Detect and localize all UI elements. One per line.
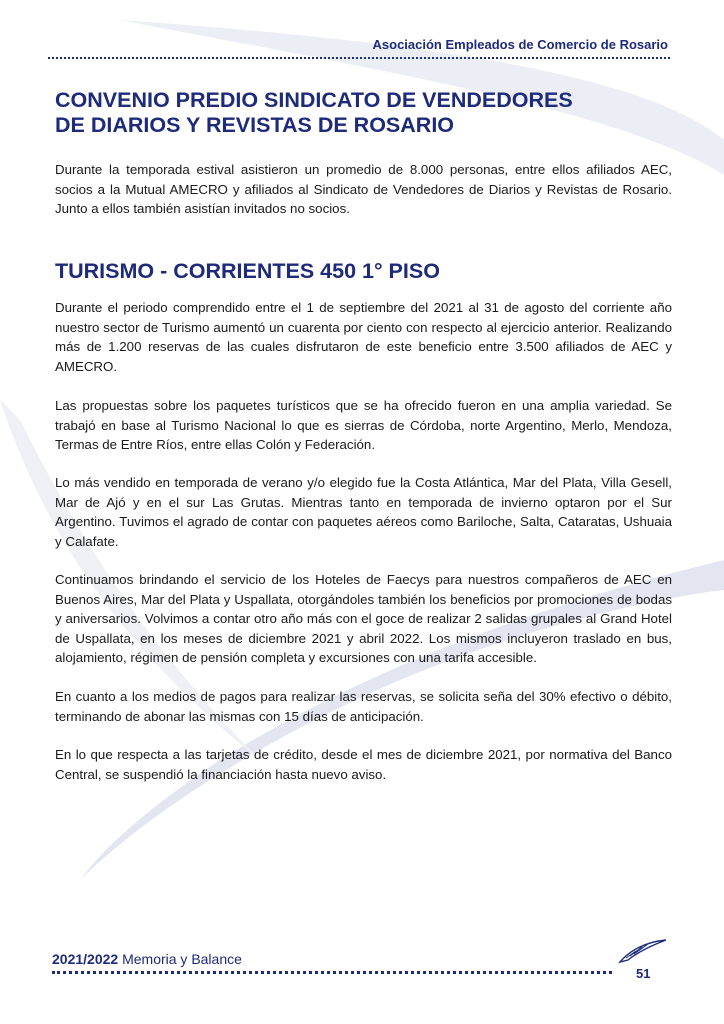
turismo-paragraph: En cuanto a los medios de pagos para realizar las reservas, se solicita seña del 30% efectivo o débito, terminando de abonar las mismas con 15 días de anticipación.	[55, 689, 672, 724]
section-title-convenio-line1: CONVENIO PREDIO SINDICATO DE VENDEDORES	[55, 88, 573, 112]
header-organization: Asociación Empleados de Comercio de Rosario	[372, 37, 668, 52]
turismo-paragraph: En lo que respecta a las tarjetas de crédito, desde el mes de diciembre 2021, por normativa del Banco Central, se suspendió la financiación hasta nuevo aviso.	[55, 747, 672, 782]
turismo-paragraph-1-block	[55, 298, 672, 376]
convenio-paragraph: Durante la temporada estival asistieron un promedio de 8.000 personas, entre ellos afiliados AEC, socios a la Mutual AMECRO y afiliados al Sindicato de Vendedores de Diarios y Revistas de Rosario. Junto a ellos también asistían invitados no socios.	[55, 162, 672, 216]
turismo-paragraph: Durante el periodo comprendido entre el 1 de septiembre del 2021 al 31 de agosto del corriente año nuestro sector de Turismo aumentó un cuarenta por ciento con respecto al ejercicio anterior. Realizando más de 1.200 reservas de las cuales disfrutaron de este beneficio entre 3.500 afiliados de AEC y AMECRO.	[55, 300, 672, 374]
footer-divider	[52, 971, 612, 974]
footer-title	[52, 951, 242, 967]
section-title-convenio-line2: DE DIARIOS Y REVISTAS DE ROSARIO	[55, 113, 455, 137]
turismo-paragraph-2-block	[55, 396, 672, 455]
turismo-paragraph-3-block	[55, 473, 672, 551]
header-divider	[48, 57, 670, 59]
turismo-paragraph: Lo más vendido en temporada de verano y/o elegido fue la Costa Atlántica, Mar del Plata, Villa Gesell, Mar de Ajó y en el sur Las Grutas. Mientras tanto en temporada de invierno optaron por el Sur Argentino. Tuvimos el agrado de contar con paquetes aéreos como Bariloche, Salta, Cataratas, Ushuaia y Calafate.	[55, 475, 672, 549]
footer-year: 2021/2022	[52, 951, 119, 967]
turismo-paragraph-6-block	[55, 745, 672, 784]
section-title-turismo: TURISMO - CORRIENTES 450 1° PISO	[55, 259, 440, 283]
feather-logo-icon	[616, 936, 668, 966]
section-convenio	[55, 88, 670, 138]
turismo-paragraph: Continuamos brindando el servicio de los Hoteles de Faecys para nuestros compañeros de AEC en Buenos Aires, Mar del Plata y Uspallata, otorgándoles también los beneficios por promociones de bodas y aniversarios. Volvimos a contar otro año más con el goce de realizar 2 salidas grupales al Grand Hotel de Uspallata, en los meses de diciembre 2021 y abril 2022. Los mismos incluyeron traslado en bus, alojamiento, régimen de pensión completa y excursiones con una tarifa accesible.	[55, 572, 672, 665]
turismo-paragraph-5-block	[55, 687, 672, 726]
convenio-body	[55, 160, 672, 219]
page-number: 51	[636, 966, 651, 981]
turismo-paragraph: Las propuestas sobre los paquetes turísticos que se ha ofrecido fueron en una amplia variedad. Se trabajó en base al Turismo Nacional lo que es sierras de Córdoba, norte Argentino, Merlo, Mendoza, Termas de Entre Ríos, entre ellas Colón y Federación.	[55, 398, 672, 452]
footer-label: Memoria y Balance	[122, 951, 242, 967]
section-turismo-heading	[55, 258, 672, 284]
turismo-paragraph-4-block	[55, 570, 672, 668]
